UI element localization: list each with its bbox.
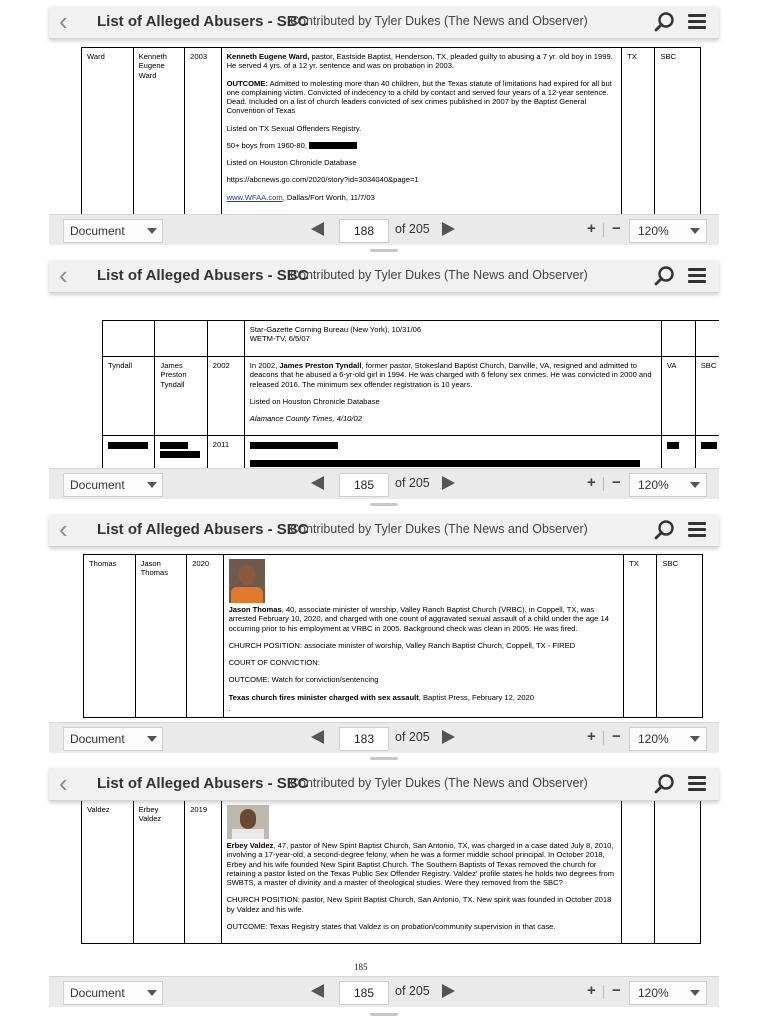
document-view-label: Document — [70, 478, 125, 492]
full-name-cell: Kenneth Eugene Ward — [133, 48, 185, 215]
previous-page-icon[interactable] — [311, 730, 324, 744]
source-line: WETM-TV, 6/5/07 — [249, 334, 310, 344]
summary-prefix: In 2002, — [249, 361, 280, 370]
last-name-cell — [103, 436, 155, 468]
document-title: List of Alleged Abusers - SBC — [97, 13, 309, 30]
resize-handle[interactable] — [370, 757, 398, 760]
divider — [603, 223, 604, 237]
search-icon[interactable] — [653, 10, 677, 34]
victims-note — [227, 141, 617, 150]
details-cell — [221, 801, 622, 944]
back-chevron-icon[interactable]: ‹ — [59, 514, 68, 544]
summary-text: , former pastor, Stokesland Baptist Church, Danville, VA, resigned and admitted to deacons that he abused a 6-yr-old girl in 1994. He was charged with 6 felony sex crimes. He was convicted in 2000 and released 2016. The minimum sex offender registration is 10 years. — [249, 361, 652, 389]
summary-text: , 40, associate minister of worship, Valley Ranch Baptist Church (VRBC), in Coppell, TX, was arrested February 10, 2020, and charged with one count of aggravated sexual assault of a child under the age 14 occurring prior to his employment at VRBC in 2005. Background check was clean in 2005. He was fired. — [228, 605, 609, 633]
menu-icon[interactable] — [688, 14, 706, 30]
page-number-input[interactable]: 188 — [339, 219, 389, 243]
next-page-icon[interactable] — [442, 476, 455, 490]
viewer-panel-1 — [0, 0, 768, 254]
denomination-cell: SBC — [657, 555, 703, 718]
record-table — [81, 47, 701, 214]
redaction-bar — [667, 442, 679, 449]
menu-icon[interactable] — [688, 776, 706, 792]
resize-handle[interactable] — [370, 1013, 398, 1016]
outcome-text: Admitted to molesting more than 40 children, but the Texas statute of limitations had expired for all but one complaining victim. Convicted of indecency to a child by contact and served four years of a 12-year sentence. Dead. Included on a list of church leaders convicted of sex crimes published in 2007 by the Baptist General Convention of Texas — [226, 78, 612, 116]
year-cell: 2003 — [185, 48, 221, 215]
redaction-bar — [160, 451, 200, 458]
zoom-out-icon[interactable]: − — [612, 220, 621, 237]
article-source — [229, 693, 619, 702]
page-number-input[interactable]: 183 — [339, 727, 389, 751]
viewer-panel-3 — [0, 508, 768, 762]
resize-handle[interactable] — [370, 249, 398, 252]
contributor-credit: Contributed by Tyler Dukes (The News and Observer) — [290, 776, 588, 790]
last-name-cell: Ward — [82, 48, 134, 215]
page-number-input[interactable]: 185 — [339, 981, 389, 1005]
page-total: of 205 — [395, 984, 430, 998]
document-title: List of Alleged Abusers - SBC — [97, 521, 309, 538]
viewer-header — [49, 768, 719, 801]
summary-name: Jason Thomas — [228, 605, 282, 614]
table-row — [103, 321, 720, 357]
outcome-note: OUTCOME: Watch for conviction/sentencing — [228, 675, 379, 685]
zoom-dropdown[interactable] — [629, 219, 707, 243]
zoom-in-icon[interactable]: + — [587, 982, 596, 999]
search-icon[interactable] — [653, 518, 677, 542]
summary-paragraph — [227, 841, 617, 887]
position-note: CHURCH POSITION: associate minister of worship, Valley Ranch Baptist Church, Coppell, TX - FIRED — [228, 640, 576, 650]
viewer-toolbar — [49, 722, 719, 753]
document-viewport[interactable] — [49, 38, 719, 214]
mugshot-image — [229, 559, 265, 603]
back-chevron-icon[interactable]: ‹ — [59, 768, 68, 798]
redaction-bar — [108, 442, 148, 449]
table-row — [103, 357, 720, 436]
page-footer-number: 185 — [354, 962, 368, 972]
viewer-panel-2 — [0, 254, 768, 508]
outcome-paragraph — [227, 79, 617, 116]
viewer-frame — [49, 0, 719, 254]
state-cell: VA — [661, 357, 695, 436]
document-viewport[interactable] — [49, 292, 719, 468]
outcome-label: OUTCOME: — [226, 78, 268, 88]
viewer-frame — [49, 762, 719, 1024]
trailing-mark: . — [228, 703, 231, 713]
document-view-label: Document — [70, 732, 125, 746]
viewer-frame — [49, 254, 719, 508]
year-cell — [207, 321, 244, 357]
denomination-cell — [695, 321, 719, 357]
next-page-icon[interactable] — [442, 730, 455, 744]
viewer-header — [49, 514, 719, 547]
denomination-cell — [655, 801, 701, 944]
summary-paragraph — [227, 52, 617, 71]
last-name-cell: Thomas — [84, 555, 136, 718]
full-name-cell — [155, 436, 207, 468]
back-chevron-icon[interactable]: ‹ — [59, 260, 68, 290]
mugshot-image — [227, 805, 269, 839]
chevron-down-icon — [147, 736, 157, 742]
zoom-level: 120% — [638, 478, 669, 492]
details-cell — [223, 555, 624, 718]
wfaa-link[interactable]: www.WFAA.com — [226, 192, 283, 202]
resize-handle[interactable] — [370, 503, 398, 506]
outcome-note: OUTCOME: Texas Registry states that Valdez is on probation/community supervision in that case. — [226, 921, 556, 931]
chronicle-note: Listed on Houston Chronicle Database — [249, 396, 380, 406]
chevron-down-icon — [690, 990, 700, 996]
redaction-bar — [160, 442, 188, 449]
page-number-input[interactable]: 185 — [339, 473, 389, 497]
page-total: of 205 — [395, 476, 430, 490]
details-cell — [244, 436, 661, 468]
state-cell: TX — [624, 555, 657, 718]
table-row — [82, 801, 701, 944]
summary-paragraph — [250, 361, 656, 389]
zoom-in-icon[interactable]: + — [587, 220, 596, 237]
zoom-in-icon[interactable]: + — [587, 474, 596, 491]
zoom-dropdown[interactable] — [629, 473, 707, 497]
previous-page-icon[interactable] — [311, 984, 324, 998]
denomination-cell: SBC — [695, 357, 719, 436]
document-viewport[interactable] — [49, 546, 719, 722]
chronicle-note: Listed on Houston Chronicle Database — [226, 158, 357, 167]
source-note — [250, 414, 656, 423]
viewer-toolbar — [49, 214, 719, 245]
page-total: of 205 — [395, 222, 430, 236]
last-name-cell — [103, 321, 155, 357]
zoom-in-icon[interactable]: + — [587, 728, 596, 745]
full-name-cell: James Preston Tyndall — [155, 357, 207, 436]
viewer-header — [49, 6, 719, 39]
redaction-bar — [250, 460, 640, 467]
chevron-down-icon — [147, 990, 157, 996]
victims-text: 50+ boys from 1960-80, — [226, 140, 307, 150]
state-cell — [661, 436, 695, 468]
chevron-down-icon — [690, 482, 700, 488]
full-name-cell: Jason Thomas — [135, 555, 187, 718]
zoom-level: 120% — [638, 986, 669, 1000]
summary-name: James Preston Tyndall — [279, 361, 362, 370]
last-name-cell: Tyndall — [103, 357, 155, 436]
record-table — [83, 554, 703, 718]
zoom-out-icon[interactable]: − — [612, 474, 621, 491]
court-note: COURT OF CONVICTION: — [228, 658, 320, 667]
state-cell — [661, 321, 695, 357]
details-cell — [244, 321, 661, 357]
divider — [603, 477, 604, 491]
zoom-out-icon[interactable]: − — [612, 982, 621, 999]
document-view-label: Document — [70, 224, 125, 238]
contributor-credit: Contributed by Tyler Dukes (The News and Observer) — [290, 268, 588, 282]
state-cell — [622, 801, 655, 944]
previous-page-icon[interactable] — [311, 222, 324, 236]
full-name-cell: Erbey Valdez — [133, 801, 185, 944]
document-viewport[interactable] — [49, 800, 719, 976]
wfaa-source-text: , Dallas/Fort Worth, 11/7/03 — [282, 192, 375, 202]
summary-text: pastor, Eastside Baptist, Henderson, TX, pleaded guilty to abusing a 7 yr. old boy in 1999. He served 4 yrs. of a 12 yr. sentence and was on probation in 2003. — [226, 52, 613, 71]
record-table — [102, 320, 719, 468]
zoom-out-icon[interactable]: − — [612, 728, 621, 745]
document-view-label: Document — [70, 986, 125, 1000]
divider — [603, 731, 604, 745]
summary-name: Kenneth Eugene Ward, — [226, 52, 310, 61]
menu-icon[interactable] — [688, 522, 706, 538]
search-icon[interactable] — [653, 264, 677, 288]
document-title: List of Alleged Abusers - SBC — [97, 267, 309, 284]
page-total: of 205 — [395, 730, 430, 744]
summary-text: , 47, pastor of New Spirit Baptist Church, San Antonio, TX, was charged in a case dated July 8, 2010, involving a 17-year-old, a second-degree felony, when he was a former middle school principal. In October 2018, Erbey and his wife founded New Spirit Baptist Church. The Southern Baptists of Texas removed the church for retaining a pastor listed on the Texas Public Sex Offender Registry. Valdez' profile states he holds two degrees from SWBTS, a master of divinity and a master of theological studies. Were they removed from the SBC? — [226, 841, 615, 887]
full-name-cell — [155, 321, 207, 357]
document-view-dropdown[interactable] — [63, 727, 163, 751]
denomination-cell — [695, 436, 719, 468]
search-icon[interactable] — [653, 772, 677, 796]
back-chevron-icon[interactable]: ‹ — [59, 6, 68, 36]
position-note: CHURCH POSITION: pastor, New Spirit Baptist Church, San Antonio, TX. New spirit was founded in October 2018 by Valdez and his wife. — [226, 895, 612, 914]
viewer-header — [49, 260, 719, 293]
document-view-dropdown[interactable] — [63, 219, 163, 243]
registry-note: Listed on TX Sexual Offenders Registry. — [226, 123, 362, 133]
last-name-cell: Valdez — [82, 801, 134, 944]
zoom-dropdown[interactable] — [629, 981, 707, 1005]
redaction-bar — [309, 142, 357, 149]
article-title: Texas church fires minister charged with sex assault — [228, 692, 419, 702]
viewer-panel-4 — [0, 762, 768, 1024]
source-url: https://abcnews.go.com/2020/story?id=3034040&page=1 — [226, 175, 419, 185]
document-title: List of Alleged Abusers - SBC — [97, 775, 309, 792]
details-cell — [244, 357, 661, 436]
divider — [603, 985, 604, 999]
year-cell: 2020 — [187, 555, 223, 718]
chevron-down-icon — [147, 482, 157, 488]
details-cell — [221, 48, 622, 215]
table-row — [82, 48, 701, 215]
chevron-down-icon — [690, 736, 700, 742]
contributor-credit: Contributed by Tyler Dukes (The News and Observer) — [290, 14, 588, 28]
document-view-dropdown[interactable] — [63, 981, 163, 1005]
table-row-redacted — [103, 436, 720, 468]
summary-paragraph — [229, 605, 619, 633]
menu-icon[interactable] — [688, 268, 706, 284]
viewer-frame — [49, 508, 719, 762]
redaction-bar — [701, 442, 717, 449]
year-cell: 2002 — [207, 357, 244, 436]
zoom-level: 120% — [638, 224, 669, 238]
summary-name: Erbey Valdez — [226, 841, 274, 850]
chevron-down-icon — [147, 228, 157, 234]
zoom-level: 120% — [638, 732, 669, 746]
source-italic: Alamance County Times, 4/10/02 — [249, 414, 362, 423]
year-cell: 2011 — [207, 436, 244, 468]
next-page-icon[interactable] — [442, 222, 455, 236]
article-byline: , Baptist Press, February 12, 2020 — [418, 692, 534, 702]
chevron-down-icon — [690, 228, 700, 234]
next-page-icon[interactable] — [442, 984, 455, 998]
redaction-bar — [250, 442, 338, 449]
previous-page-icon[interactable] — [311, 476, 324, 490]
contributor-credit: Contributed by Tyler Dukes (The News and Observer) — [290, 522, 588, 536]
zoom-dropdown[interactable] — [629, 727, 707, 751]
viewer-toolbar — [49, 468, 719, 499]
denomination-cell: SBC — [655, 48, 701, 215]
year-cell: 2019 — [185, 801, 221, 944]
table-row — [84, 555, 703, 718]
source-line: Star-Gazette Corning Bureau (New York), 10/31/06 — [249, 325, 422, 334]
record-table — [81, 800, 701, 944]
wfaa-source — [227, 193, 617, 202]
document-view-dropdown[interactable] — [63, 473, 163, 497]
viewer-toolbar — [49, 976, 719, 1007]
state-cell: TX — [622, 48, 655, 215]
